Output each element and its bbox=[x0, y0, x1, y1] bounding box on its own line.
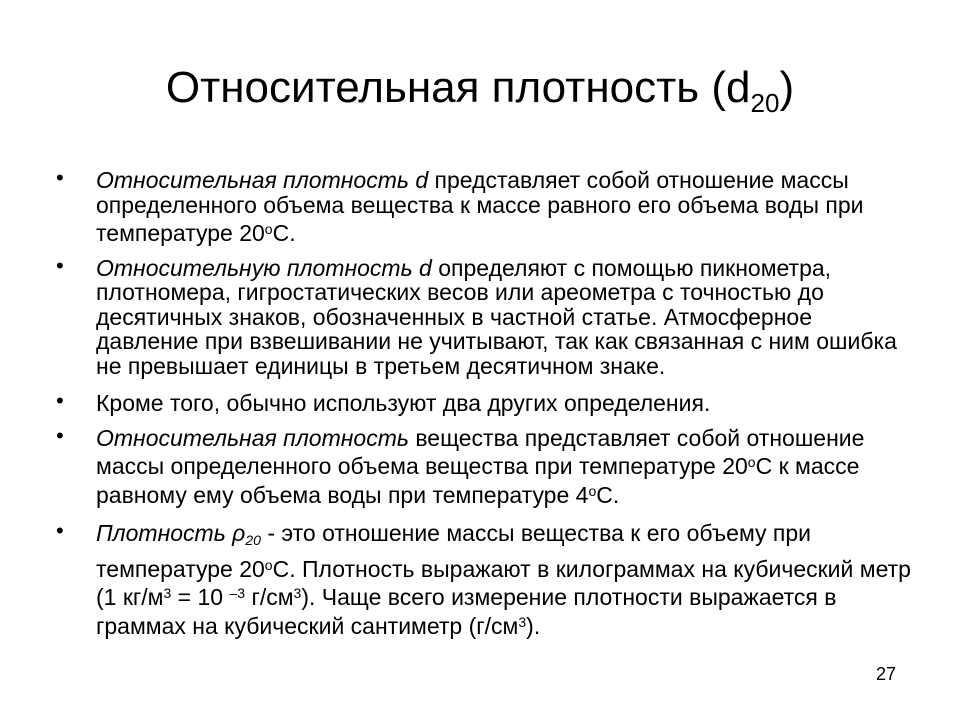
bullet-term: Относительная плотность bbox=[96, 424, 416, 451]
bullet-item bbox=[56, 422, 916, 508]
bullet-term: Относительную плотность d bbox=[96, 254, 432, 281]
slide-title bbox=[0, 58, 960, 133]
bullet-dot: • bbox=[56, 518, 64, 543]
bullet-text: г/см bbox=[245, 584, 294, 610]
superscript: 3 bbox=[163, 585, 172, 601]
bullet-item bbox=[56, 252, 916, 379]
bullet-text: = 10 bbox=[171, 584, 230, 610]
bullet-term: Относительная плотность d bbox=[96, 167, 429, 193]
bullet-text: С. bbox=[272, 220, 296, 246]
page-number: 27 bbox=[876, 664, 897, 684]
superscript: o bbox=[264, 556, 273, 573]
bullet-dot: • bbox=[56, 422, 64, 448]
subscript: 20 bbox=[245, 532, 261, 548]
bullet-item bbox=[56, 388, 916, 416]
bullet-text: определяют с помощью пикнометра, плотномера, гигростатических весов или ареометра с точностью до десятичных знаков, обозначенных в частной статье. Атмосферное давление при взвешивании не учитывают, так как связанная с ним ошибка не превышает единицы в третьем десятичном знаке. bbox=[96, 254, 897, 379]
bullet-text: С. Плотность выражают в килограммах на кубический метр (1 кг/м bbox=[96, 555, 911, 610]
bullet-text: - это отношение массы вещества к его объему при температуре 20 bbox=[96, 520, 811, 582]
bullet-text: С к массе равному ему объема воды при температуре 4 bbox=[96, 453, 860, 508]
bullet-text: вещества представляет собой отношение массы определенного объема вещества при температуре 20 bbox=[96, 424, 865, 479]
superscript: o bbox=[747, 454, 756, 470]
superscript: –3 bbox=[229, 585, 246, 601]
title-close: ) bbox=[779, 63, 795, 112]
bullet-list bbox=[56, 165, 916, 639]
bullet-dot: • bbox=[56, 165, 64, 190]
bullet-item bbox=[56, 518, 916, 639]
bullet-item bbox=[56, 165, 916, 246]
bullet-term: Плотность ρ bbox=[96, 520, 246, 546]
bullet-text: С. bbox=[596, 481, 620, 508]
bullet-text: ). Чаще всего измерение плотности выражается в граммах на кубический сантиметр (г/см bbox=[96, 584, 837, 639]
title-main: Относительная плотность (d bbox=[165, 63, 751, 112]
bullet-dot: • bbox=[56, 388, 64, 413]
superscript: o bbox=[588, 482, 597, 499]
superscript: 3 bbox=[518, 613, 527, 630]
bullet-text: ). bbox=[526, 612, 541, 639]
superscript: 3 bbox=[293, 585, 302, 601]
bullet-dot: • bbox=[56, 252, 64, 278]
bullet-text: представляет собой отношение массы определенного объема вещества к массе равного его объема воды при температуре 20 bbox=[96, 167, 864, 246]
bullet-text: Кроме того, обычно используют два других определения. bbox=[96, 390, 711, 416]
title-subscript: 20 bbox=[750, 88, 780, 118]
superscript: o bbox=[264, 221, 273, 237]
